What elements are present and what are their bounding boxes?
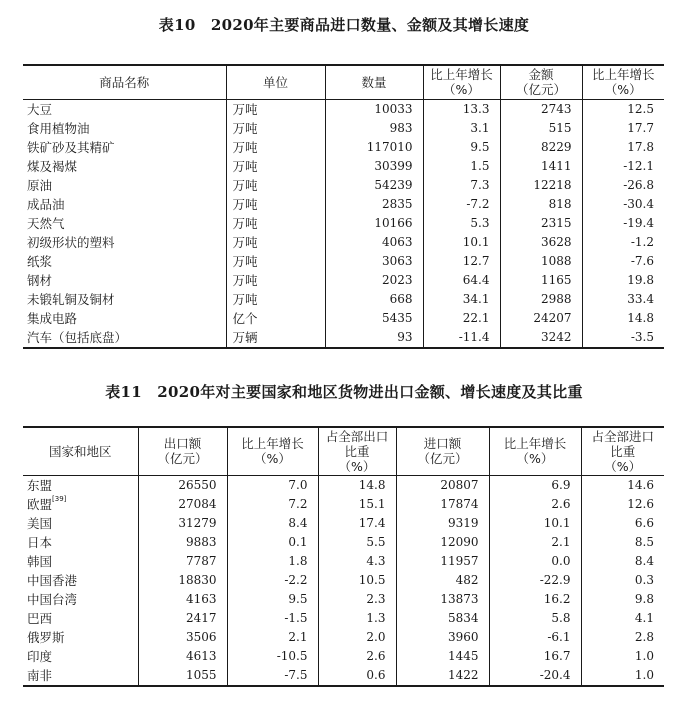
export-share-cell: 2.3 xyxy=(318,590,396,609)
export-value-cell: 27084 xyxy=(138,495,227,514)
quantity-cell: 93 xyxy=(325,328,423,348)
import-value-cell: 5834 xyxy=(396,609,489,628)
commodity-name-cell: 食用植物油 xyxy=(27,120,90,136)
unit-cell: 万吨 xyxy=(226,138,325,157)
table-row xyxy=(23,328,664,348)
import-value-cell: 17874 xyxy=(396,495,489,514)
unit-cell: 万吨 xyxy=(226,99,325,119)
quantity-cell: 4063 xyxy=(325,233,423,252)
import-growth-cell: 0.0 xyxy=(489,552,581,571)
amount-growth-cell: 12.5 xyxy=(582,99,664,119)
commodity-name-cell: 纸浆 xyxy=(27,253,53,269)
quantity-cell: 983 xyxy=(325,119,423,138)
quantity-cell: 117010 xyxy=(325,138,423,157)
import-share-cell: 14.6 xyxy=(581,475,664,495)
export-growth-cell: 9.5 xyxy=(227,590,318,609)
quantity-growth-cell: 12.7 xyxy=(423,252,500,271)
commodity-name-cell: 初级形状的塑料 xyxy=(27,234,115,250)
header-region: 国家和地区 xyxy=(23,427,138,475)
export-growth-cell: 7.2 xyxy=(227,495,318,514)
commodity-name-cell: 铁矿砂及其精矿 xyxy=(27,139,115,155)
export-growth-cell: -10.5 xyxy=(227,647,318,666)
quantity-cell: 30399 xyxy=(325,157,423,176)
header-import-share: 占全部进口 比重 （%） xyxy=(581,427,664,475)
quantity-cell: 2835 xyxy=(325,195,423,214)
import-share-cell: 2.8 xyxy=(581,628,664,647)
header-export-share: 占全部出口 比重 （%） xyxy=(318,427,396,475)
export-share-cell: 17.4 xyxy=(318,514,396,533)
region-name-cell: 巴西 xyxy=(27,610,53,626)
quantity-cell: 10033 xyxy=(325,99,423,119)
import-growth-cell: 2.6 xyxy=(489,495,581,514)
unit-cell: 万吨 xyxy=(226,290,325,309)
import-value-cell: 482 xyxy=(396,571,489,590)
amount-growth-cell: -3.5 xyxy=(582,328,664,348)
header-amount-growth: 比上年增长 （%） xyxy=(582,65,664,99)
export-share-cell: 10.5 xyxy=(318,571,396,590)
unit-cell: 万辆 xyxy=(226,328,325,348)
quantity-cell: 54239 xyxy=(325,176,423,195)
table-row xyxy=(23,571,664,590)
region-name-cell xyxy=(23,495,138,514)
export-value-cell: 4613 xyxy=(138,647,227,666)
quantity-growth-cell: -11.4 xyxy=(423,328,500,348)
export-growth-cell: -1.5 xyxy=(227,609,318,628)
region-name-cell: 中国香港 xyxy=(27,572,78,588)
region-name-cell: 印度 xyxy=(27,648,53,664)
quantity-cell: 668 xyxy=(325,290,423,309)
table-row xyxy=(23,666,664,686)
export-growth-cell: -7.5 xyxy=(227,666,318,686)
table-row xyxy=(23,514,664,533)
import-value-cell: 12090 xyxy=(396,533,489,552)
region-name-cell: 美国 xyxy=(27,515,53,531)
commodity-import-table xyxy=(23,64,664,349)
header-amount: 金额 （亿元） xyxy=(500,65,582,99)
quantity-growth-cell: 5.3 xyxy=(423,214,500,233)
table-row xyxy=(23,290,664,309)
import-share-cell: 8.5 xyxy=(581,533,664,552)
import-growth-cell: 16.2 xyxy=(489,590,581,609)
export-share-cell: 14.8 xyxy=(318,475,396,495)
amount-cell: 2315 xyxy=(500,214,582,233)
export-share-cell: 0.6 xyxy=(318,666,396,686)
amount-cell: 24207 xyxy=(500,309,582,328)
export-growth-cell: 1.8 xyxy=(227,552,318,571)
table-row xyxy=(23,647,664,666)
table-row xyxy=(23,233,664,252)
amount-growth-cell: -12.1 xyxy=(582,157,664,176)
commodity-name-cell: 煤及褐煤 xyxy=(27,158,78,174)
table-row xyxy=(23,552,664,571)
export-value-cell: 1055 xyxy=(138,666,227,686)
table-row xyxy=(23,495,664,514)
export-value-cell: 3506 xyxy=(138,628,227,647)
export-share-cell: 15.1 xyxy=(318,495,396,514)
quantity-cell: 5435 xyxy=(325,309,423,328)
commodity-name-cell: 钢材 xyxy=(27,272,53,288)
import-share-cell: 12.6 xyxy=(581,495,664,514)
table-row xyxy=(23,157,664,176)
header-quantity-growth: 比上年增长 （%） xyxy=(423,65,500,99)
commodity-name-cell: 原油 xyxy=(27,177,53,193)
import-growth-cell: -22.9 xyxy=(489,571,581,590)
amount-cell: 515 xyxy=(500,119,582,138)
table-row xyxy=(23,590,664,609)
amount-growth-cell: -19.4 xyxy=(582,214,664,233)
amount-cell: 12218 xyxy=(500,176,582,195)
header-export: 出口额 （亿元） xyxy=(138,427,227,475)
import-growth-cell: 16.7 xyxy=(489,647,581,666)
unit-cell: 万吨 xyxy=(226,195,325,214)
quantity-growth-cell: 22.1 xyxy=(423,309,500,328)
region-name-cell: 日本 xyxy=(27,534,53,550)
import-share-cell: 0.3 xyxy=(581,571,664,590)
export-growth-cell: 2.1 xyxy=(227,628,318,647)
unit-cell: 万吨 xyxy=(226,157,325,176)
amount-cell: 1411 xyxy=(500,157,582,176)
import-value-cell: 20807 xyxy=(396,475,489,495)
table-row xyxy=(23,119,664,138)
import-value-cell: 3960 xyxy=(396,628,489,647)
region-name-text: 欧盟 xyxy=(27,496,53,512)
import-share-cell: 6.6 xyxy=(581,514,664,533)
amount-cell: 3628 xyxy=(500,233,582,252)
amount-growth-cell: 14.8 xyxy=(582,309,664,328)
table-row xyxy=(23,176,664,195)
export-value-cell: 9883 xyxy=(138,533,227,552)
amount-growth-cell: -7.6 xyxy=(582,252,664,271)
import-value-cell: 11957 xyxy=(396,552,489,571)
header-commodity-name: 商品名称 xyxy=(23,65,226,99)
export-growth-cell: 7.0 xyxy=(227,475,318,495)
import-value-cell: 1422 xyxy=(396,666,489,686)
table10-title: 表10 2020年主要商品进口数量、金额及其增长速度 xyxy=(158,16,530,34)
amount-growth-cell: -26.8 xyxy=(582,176,664,195)
import-growth-cell: 6.9 xyxy=(489,475,581,495)
amount-cell: 3242 xyxy=(500,328,582,348)
table-row xyxy=(23,138,664,157)
commodity-name-cell: 天然气 xyxy=(27,215,65,231)
table-row xyxy=(23,475,664,495)
export-growth-cell: 0.1 xyxy=(227,533,318,552)
header-import: 进口额 （亿元） xyxy=(396,427,489,475)
amount-cell: 818 xyxy=(500,195,582,214)
commodity-name-cell: 集成电路 xyxy=(27,310,78,326)
commodity-name-cell: 未锻轧铜及铜材 xyxy=(27,291,115,307)
quantity-growth-cell: 13.3 xyxy=(423,99,500,119)
region-name-cell: 中国台湾 xyxy=(27,591,78,607)
unit-cell: 万吨 xyxy=(226,271,325,290)
export-value-cell: 2417 xyxy=(138,609,227,628)
import-growth-cell: 10.1 xyxy=(489,514,581,533)
import-share-cell: 1.0 xyxy=(581,666,664,686)
amount-cell: 8229 xyxy=(500,138,582,157)
table-row xyxy=(23,628,664,647)
footnote-marker[interactable]: [39] xyxy=(52,494,67,503)
amount-cell: 2988 xyxy=(500,290,582,309)
header-export-growth: 比上年增长 （%） xyxy=(227,427,318,475)
unit-cell: 万吨 xyxy=(226,119,325,138)
quantity-cell: 2023 xyxy=(325,271,423,290)
import-growth-cell: -6.1 xyxy=(489,628,581,647)
table-row xyxy=(23,309,664,328)
table-row xyxy=(23,214,664,233)
import-share-cell: 4.1 xyxy=(581,609,664,628)
region-trade-table xyxy=(23,426,664,687)
amount-growth-cell: 19.8 xyxy=(582,271,664,290)
import-share-cell: 9.8 xyxy=(581,590,664,609)
region-name-cell: 韩国 xyxy=(27,553,53,569)
import-growth-cell: 5.8 xyxy=(489,609,581,628)
unit-cell: 万吨 xyxy=(226,214,325,233)
table-row xyxy=(23,609,664,628)
quantity-growth-cell: 1.5 xyxy=(423,157,500,176)
region-name-cell: 东盟 xyxy=(27,477,53,493)
import-share-cell: 1.0 xyxy=(581,647,664,666)
import-growth-cell: -20.4 xyxy=(489,666,581,686)
amount-cell: 2743 xyxy=(500,99,582,119)
import-share-cell: 8.4 xyxy=(581,552,664,571)
export-share-cell: 2.6 xyxy=(318,647,396,666)
region-name-cell: 俄罗斯 xyxy=(27,629,65,645)
header-quantity: 数量 xyxy=(325,65,423,99)
import-growth-cell: 2.1 xyxy=(489,533,581,552)
export-share-cell: 5.5 xyxy=(318,533,396,552)
commodity-name-cell: 成品油 xyxy=(27,196,65,212)
export-share-cell: 2.0 xyxy=(318,628,396,647)
export-value-cell: 31279 xyxy=(138,514,227,533)
amount-growth-cell: -30.4 xyxy=(582,195,664,214)
quantity-growth-cell: 9.5 xyxy=(423,138,500,157)
import-value-cell: 9319 xyxy=(396,514,489,533)
amount-growth-cell: 17.8 xyxy=(582,138,664,157)
quantity-growth-cell: 7.3 xyxy=(423,176,500,195)
export-value-cell: 7787 xyxy=(138,552,227,571)
export-share-cell: 1.3 xyxy=(318,609,396,628)
table-row xyxy=(23,271,664,290)
quantity-cell: 10166 xyxy=(325,214,423,233)
table-row xyxy=(23,252,664,271)
commodity-name-cell: 汽车（包括底盘） xyxy=(27,329,128,345)
export-growth-cell: 8.4 xyxy=(227,514,318,533)
quantity-growth-cell: 10.1 xyxy=(423,233,500,252)
region-name-cell: 南非 xyxy=(27,667,53,683)
amount-cell: 1165 xyxy=(500,271,582,290)
export-share-cell: 4.3 xyxy=(318,552,396,571)
header-import-growth: 比上年增长 （%） xyxy=(489,427,581,475)
amount-cell: 1088 xyxy=(500,252,582,271)
table11-title: 表11 2020年对主要国家和地区货物进出口金额、增长速度及其比重 xyxy=(105,383,583,401)
export-growth-cell: -2.2 xyxy=(227,571,318,590)
unit-cell: 亿个 xyxy=(226,309,325,328)
quantity-growth-cell: -7.2 xyxy=(423,195,500,214)
quantity-cell: 3063 xyxy=(325,252,423,271)
table-row xyxy=(23,533,664,552)
table-row xyxy=(23,195,664,214)
export-value-cell: 18830 xyxy=(138,571,227,590)
quantity-growth-cell: 34.1 xyxy=(423,290,500,309)
quantity-growth-cell: 64.4 xyxy=(423,271,500,290)
amount-growth-cell: 33.4 xyxy=(582,290,664,309)
commodity-name-cell: 大豆 xyxy=(27,101,53,117)
import-value-cell: 1445 xyxy=(396,647,489,666)
table-row xyxy=(23,99,664,119)
quantity-growth-cell: 3.1 xyxy=(423,119,500,138)
unit-cell: 万吨 xyxy=(226,176,325,195)
header-unit: 单位 xyxy=(226,65,325,99)
export-value-cell: 26550 xyxy=(138,475,227,495)
unit-cell: 万吨 xyxy=(226,233,325,252)
unit-cell: 万吨 xyxy=(226,252,325,271)
export-value-cell: 4163 xyxy=(138,590,227,609)
amount-growth-cell: 17.7 xyxy=(582,119,664,138)
amount-growth-cell: -1.2 xyxy=(582,233,664,252)
import-value-cell: 13873 xyxy=(396,590,489,609)
